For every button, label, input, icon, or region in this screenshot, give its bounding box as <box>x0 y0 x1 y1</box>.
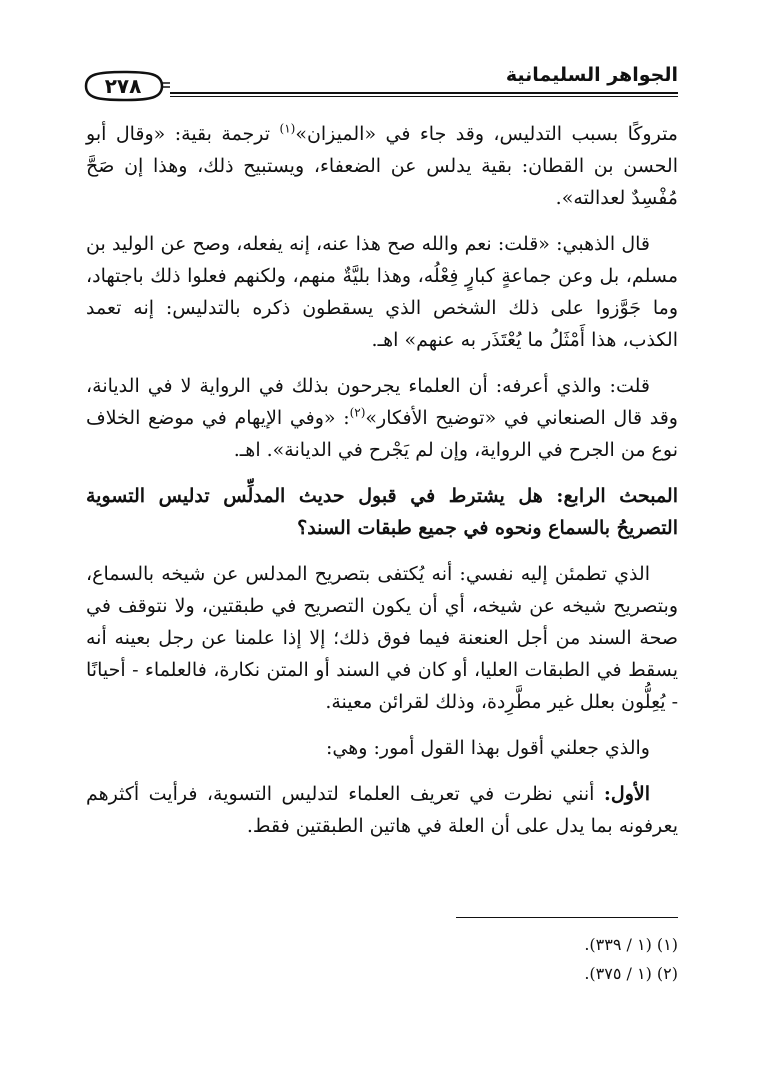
paragraph-5: والذي جعلني أقول بهذا القول أمور: وهي: <box>326 737 650 759</box>
header-rule <box>170 92 678 94</box>
page-header <box>78 62 678 102</box>
paragraph-2: قال الذهبي: «قلت: نعم والله صح هذا عنه، إنه يفعله، وصح عن الوليد بن مسلم، بل وعن جماعةٍ كبارٍ فِعْلُه، وهذا بليَّةٌ منهم، ولكنهم فعلوا ذلك باجتهاد، وما جَوَّزوا على ذلك الشخص الذي يسقطون ذكره بالتدليس: إنه تعمد الكذب، هذا أَمْثَلُ ما يُعْتَذَر به عنهم» اهـ. <box>86 233 678 351</box>
page-number: ٢٧٨ <box>104 74 142 98</box>
paragraph-6-lead: الأول: <box>603 783 650 805</box>
header-rule-thin <box>170 96 678 97</box>
paragraph-3 <box>86 370 678 466</box>
paragraph-3-text-b: : «وفي الإيهام في موضع الخلاف نوع من الجرح في الرواية، وإن لم يَجْرح في الديانة». اهـ. <box>86 407 678 461</box>
paragraph-4: الذي تطمئن إليه نفسي: أنه يُكتفى بتصريح المدلس عن شيخه بالسماع، وبتصريح شيخه عن شيخه، أي أن يكون التصريح في طبقتين، ولا نتوقف في صحة السند من أجل العنعنة فيما فوق ذلك؛ إلا إذا علمنا عن رجل بعينه أنه يسقط في الطبقات العليا، أو كان في السند أو المتن نكارة، فالعلماء - أحيانًا - يُعِلُّون بعلل غير مطَّرِدة، وذلك لقرائن معينة. <box>86 563 678 713</box>
section-heading: المبحث الرابع: هل يشترط في قبول حديث المدلِّس تدليس التسوية التصريحُ بالسماع ونحوه في جميع طبقات السند؟ <box>86 485 678 539</box>
footnote-ref-1: (١) <box>279 121 296 136</box>
paragraph-1-text-a: متروكًا بسبب التدليس، وقد جاء في «الميزان» <box>295 123 678 145</box>
page-number-badge <box>78 70 170 102</box>
footnote-1: (١) (١ / ٣٣٩). <box>584 935 678 954</box>
footnote-ref-2: (٢) <box>349 405 366 420</box>
paragraph-1-text-b: ترجمة بقية: «وقال أبو الحسن بن القطان: بقية يدلس عن الضعفاء، ويستبيح ذلك، وهذا إن صَحَّ مُفْسِدٌ لعدالته». <box>86 123 678 209</box>
footnote-2: (٢) (١ / ٣٧٥). <box>584 964 678 983</box>
paragraph-6-text: أنني نظرت في تعريف العلماء لتدليس التسوية، فرأيت أكثرهم يعرفونه بما يدل على أن العلة في هاتين الطبقتين فقط. <box>86 783 678 837</box>
book-title: الجواهر السليمانية <box>505 64 678 86</box>
footnotes <box>456 930 678 988</box>
footnote-separator <box>456 917 678 918</box>
paragraph-3-text-a: قلت: والذي أعرفه: أن العلماء يجرحون بذلك في الرواية لا في الديانة، وقد قال الصنعاني في «توضيح الأفكار» <box>86 375 678 429</box>
paragraph-6 <box>86 778 678 842</box>
paragraph-1 <box>86 118 678 214</box>
main-text <box>86 118 678 856</box>
